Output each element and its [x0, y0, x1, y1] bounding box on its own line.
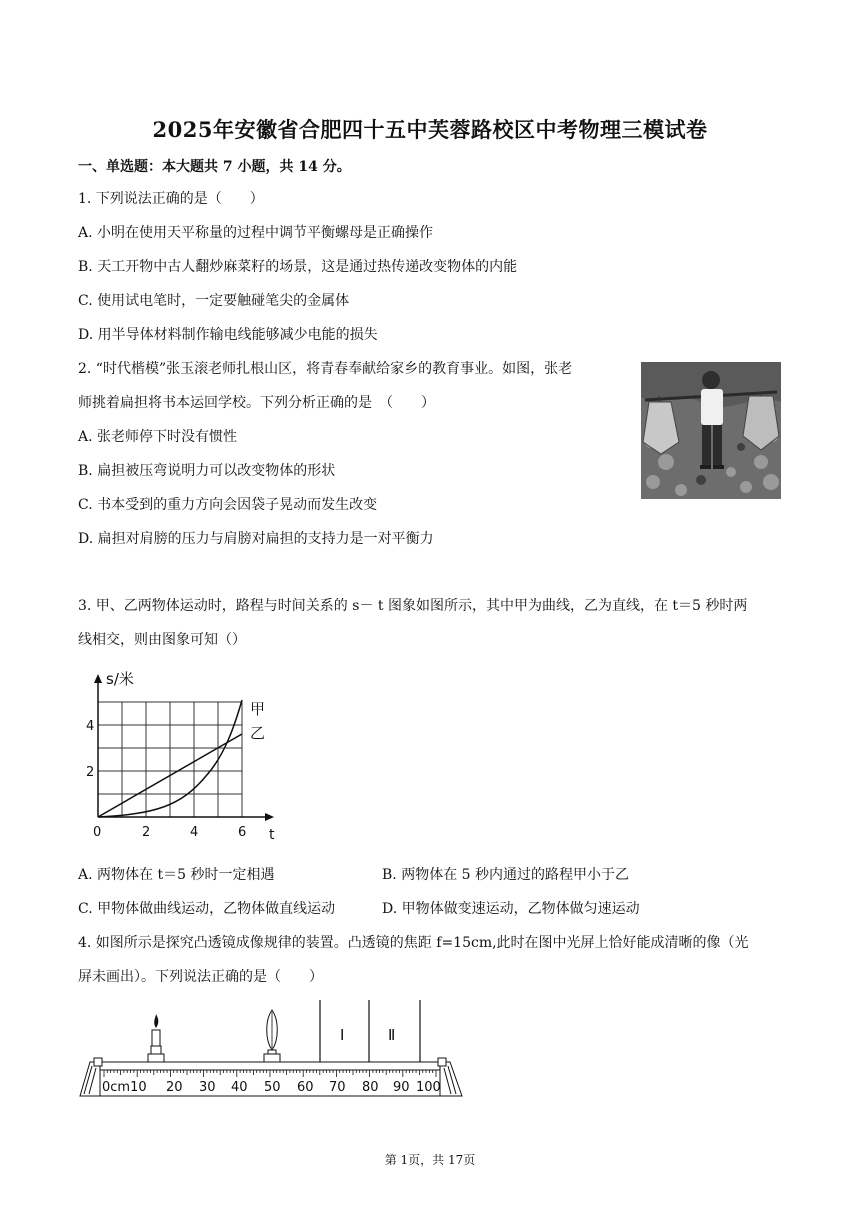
scale-label-20: 20	[166, 1080, 183, 1095]
q1-option-a: A. 小明在使用天平称量的过程中调节平衡螺母是正确操作	[78, 225, 434, 241]
scale-label-90: 90	[393, 1080, 410, 1095]
scale-label-0-10: 0cm10	[102, 1080, 147, 1095]
q2-option-a: A. 张老师停下时没有惯性	[78, 429, 238, 445]
page-title: 2025年安徽省合肥四十五中芙蓉路校区中考物理三模试卷	[152, 117, 708, 142]
q2-stem-line1: 2. “时代楷模”张玉滚老师扎根山区，将青春奉献给家乡的教育事业。如图，张老	[78, 361, 573, 377]
q1-option-c: C. 使用试电笔时，一定要触碰笔尖的金属体	[78, 293, 350, 309]
scale-label-50: 50	[264, 1080, 281, 1095]
teacher-carrying-pole-photo	[641, 362, 781, 499]
x-axis-label: t	[269, 827, 275, 843]
q2-option-d: D. 扁担对肩膀的压力与肩膀对扁担的支持力是一对平衡力	[78, 531, 434, 547]
scale-label-30: 30	[199, 1080, 216, 1095]
region-1-label: Ⅰ	[340, 1026, 345, 1044]
left-stand	[80, 1058, 102, 1096]
q3-stem-line1: 3. 甲、乙两物体运动时，路程与时间关系的 s－ t 图象如图所示，其中甲为曲线，乙为直线，在 t＝5 秒时两	[78, 598, 748, 614]
q4-stem-line1: 4. 如图所示是探究凸透镜成像规律的装置。凸透镜的焦距 f=15cm,此时在图中光屏上恰好能成清晰的像（光	[78, 935, 749, 951]
q3-option-b: B. 两物体在 5 秒内通过的路程甲小于乙	[382, 867, 629, 883]
page-footer: 第 1页，共 17页	[384, 1153, 476, 1167]
y-axis-label: s/米	[106, 670, 134, 688]
section-heading: 一、单选题：本大题共 7 小题，共 14 分。	[78, 159, 351, 175]
q2-stem-line2: 师挑着扁担将书本运回学校。下列分析正确的是 （ ）	[78, 395, 435, 411]
scale-label-100: 100	[416, 1080, 441, 1095]
q1-stem: 1. 下列说法正确的是（ ）	[78, 191, 264, 207]
s-t-graph	[86, 666, 286, 846]
scale-label-70: 70	[329, 1080, 346, 1095]
x-tick-4: 4	[190, 825, 199, 840]
q3-option-a: A. 两物体在 t＝5 秒时一定相遇	[78, 867, 275, 883]
scale-label-80: 80	[362, 1080, 379, 1095]
origin-label: 0	[93, 825, 102, 840]
x-axis-arrow	[265, 813, 274, 821]
optical-bench-diagram	[78, 998, 468, 1106]
q1-option-b: B. 天工开物中古人翻炒麻菜籽的场景，这是通过热传递改变物体的内能	[78, 259, 518, 275]
convex-lens	[264, 1010, 280, 1062]
candle	[148, 1014, 164, 1062]
q3-option-d: D. 甲物体做变速运动，乙物体做匀速运动	[382, 901, 640, 917]
q2-option-c: C. 书本受到的重力方向会因袋子晃动而发生改变	[78, 497, 378, 513]
y-tick-2: 2	[86, 765, 95, 780]
q3-option-c: C. 甲物体做曲线运动，乙物体做直线运动	[78, 901, 336, 917]
line-yi-label: 乙	[250, 724, 266, 742]
region-2-label: Ⅱ	[388, 1026, 396, 1044]
x-tick-2: 2	[142, 825, 151, 840]
scale-label-60: 60	[297, 1080, 314, 1095]
q4-stem-line2: 屏未画出）。下列说法正确的是（ ）	[78, 969, 323, 985]
y-tick-4: 4	[86, 719, 95, 734]
y-axis-arrow	[94, 674, 102, 683]
curve-jia-label: 甲	[250, 700, 266, 718]
q1-option-d: D. 用半导体材料制作输电线能够减少电能的损失	[78, 327, 378, 343]
x-tick-6: 6	[238, 825, 247, 840]
right-stand	[438, 1058, 462, 1096]
scale-label-40: 40	[231, 1080, 248, 1095]
q3-stem-line2: 线相交，则由图象可知（）	[78, 632, 246, 648]
q2-option-b: B. 扁担被压弯说明力可以改变物体的形状	[78, 463, 336, 479]
